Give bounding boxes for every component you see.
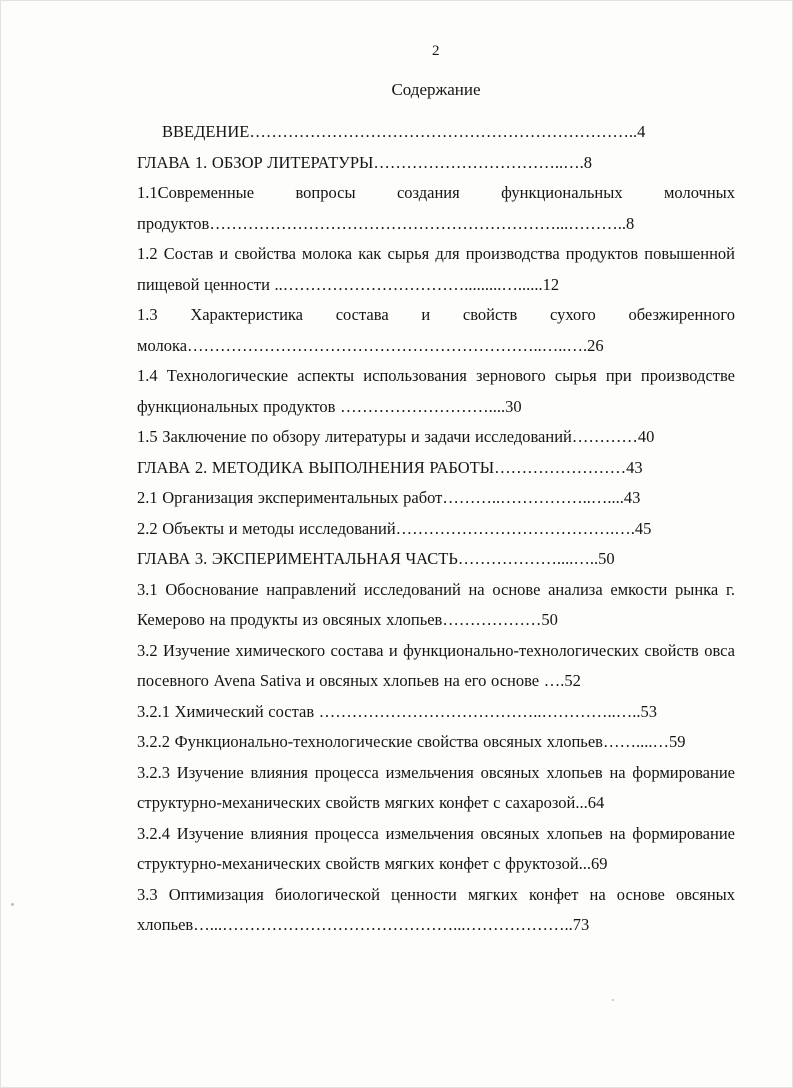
toc-entry: 3.1 Обоснование направлений исследований на основе анализа емкости рынка г. Кемерово на продукты из овсяных хлопьев………………50 [137,579,735,629]
toc-entry: 2.1 Организация экспериментальных работ………..……………..…....43 [137,488,641,507]
toc-entry: 3.2.4 Изучение влияния процесса измельчения овсяных хлопьев на формирование структурно-механических свойств мягких конфет с фруктозой...69 [137,823,735,873]
toc-entry: 1.5 Заключение по обзору литературы и задачи исследований…………40 [137,427,655,446]
toc-entry: ГЛАВА 3. ЭКСПЕРИМЕНТАЛЬНАЯ ЧАСТЬ………………....…..50 [137,549,615,568]
toc-entry: 2.2 Объекты и методы исследований………………………………….….45 [137,518,652,538]
toc-entry: 1.2 Состав и свойства молока как сырья для производства продуктов повышенной пищевой ценности ..…………………………….........…......12 [137,244,735,294]
toc-entry: 3.2.2 Функционально-технологические свойства овсяных хлопьев……....…59 [137,732,686,751]
toc-entry: 3.2.1 Химический состав …………………………………..…………..…..53 [137,701,658,721]
doc-title: Содержание [391,80,481,99]
toc-entry: 1.1Современные вопросы создания функциональных молочных продуктов………………………………………………………...………..8 [137,183,735,233]
toc-entry: 3.2.3 Изучение влияния процесса измельчения овсяных хлопьев на формирование структурно-механических свойств мягких конфет с сахарозой...64 [137,762,735,812]
page-number: 2 [432,43,440,59]
toc-entry: 1.3 Характеристика состава и свойств сухого обезжиренного молока………………………………………………………..…..….26 [137,305,735,355]
scan-speck [11,903,14,906]
scan-speck [612,999,614,1001]
toc-entry: 3.3 Оптимизация биологической ценности мягких конфет на основе овсяных хлопьев…...……………………………………...………………..73 [137,884,735,934]
toc-entry: ВВЕДЕНИЕ……………………………………………………………..4 [162,122,646,141]
toc-entry: 3.2 Изучение химического состава и функционально-технологических свойств овса посевного Avena Sativa и овсяных хлопьев на его основе ….52 [137,640,735,690]
toc-list [137,117,735,941]
toc-entry: 1.4 Технологические аспекты использования зернового сырья при производстве функциональных продуктов ………………………....30 [137,366,735,416]
toc-entry: ГЛАВА 1. ОБЗОР ЛИТЕРАТУРЫ……………………………..….8 [137,152,593,172]
toc-entry: ГЛАВА 2. МЕТОДИКА ВЫПОЛНЕНИЯ РАБОТЫ……………………43 [137,457,643,477]
